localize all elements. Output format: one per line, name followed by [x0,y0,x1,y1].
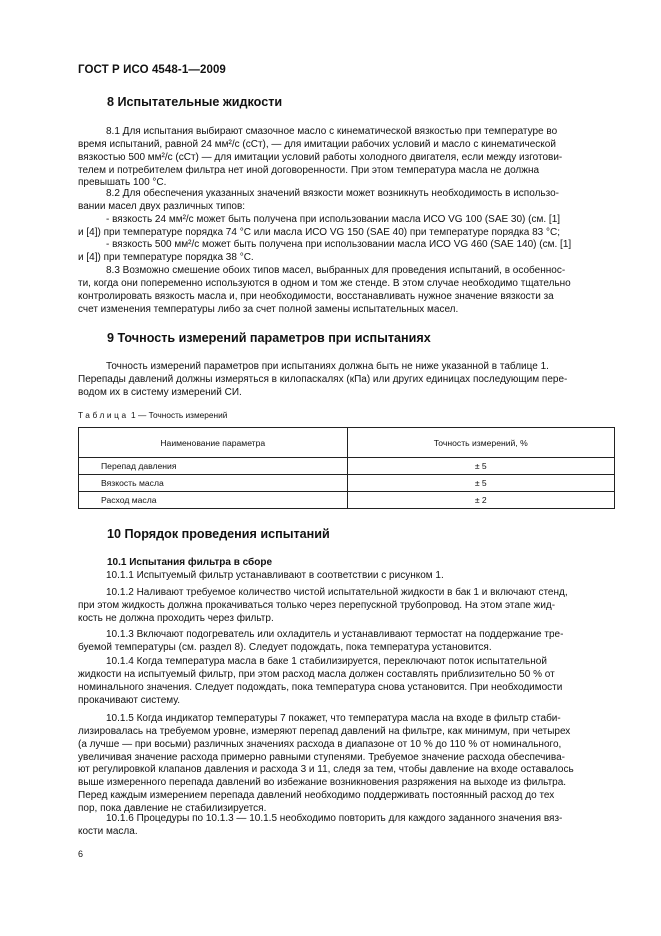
text-line: ют регулировкой клапанов давления и расхода 3 и 11, следя за тем, чтобы давление на входе оставалось [78,764,574,776]
text-line: 8.3 Возможно смешение обоих типов масел, выбранных для проведения испытаний, в особеннос- [106,265,566,276]
text-line: (а лучше — при восьми) различных значениях расхода в диапазоне от 10 % до 110 % от номинального, [78,738,562,750]
text-line: увеличивая значение расхода примерно равными ступенями. Требуемое значение расхода обеспечива- [78,751,565,763]
text-line: время испытаний, равной 24 мм²/с (сСт), — для имитации рабочих условий и масло с кинематической [78,138,556,150]
table-cell: ± 2 [347,492,614,509]
text-line: вании масел двух различных типов: [78,200,246,212]
text-line: счет изменения температуры либо за счет полной замены испытательных масел. [78,303,459,315]
text-line: телем и потребителем фильтра нет иной договоренности. При этом температура масла не должна [78,164,540,176]
text-line: номинального значения. Следует подождать, пока температура снова установится. При необходимости [78,681,563,693]
text-line: Точность измерений параметров при испытаниях должна быть не ниже указанной в таблице 1. [106,361,549,372]
table-cell: Вязкость масла [79,475,348,492]
table-caption-text: 1 — Точность измерений [131,410,228,420]
para-10-1-3 [78,629,614,655]
text-line: вязкостью 500 мм²/с (сСт) — для имитации условий работы холодного двигателя, если между изготови- [78,151,563,163]
para-8-2 [78,188,614,265]
text-line: 10.1.1 Испытуемый фильтр устанавливают в соответствии с рисунком 1. [106,570,444,581]
para-10-1-4 [78,656,614,707]
section-10-title: 10 Порядок проведения испытаний [107,527,330,541]
table-caption [78,410,227,420]
document-header: ГОСТ Р ИСО 4548-1—2009 [78,64,226,76]
text-line: 10.1.5 Когда индикатор температуры 7 покажет, что температура масла на входе в фильтр стаби- [106,713,561,724]
text-line: водом их в систему измерений СИ. [78,386,242,398]
text-line: - вязкость 500 мм²/с может быть получена при использовании масла ИСО VG 460 (SAE 140) (см. [1] [106,239,572,251]
text-line: ти, когда они попеременно используются в одном и том же стенде. В этом случае необходимо тщательно [78,277,571,289]
text-line: жидкости на испытуемый фильтр, при этом расход масла должен составлять приблизительно 50 % от [78,668,555,680]
table-row [79,475,615,492]
text-line: контролировать вязкость масла и, при необходимости, восстанавливать нужное значение вязкости за [78,290,554,302]
text-line: - вязкость 24 мм²/с может быть получена при использовании масла ИСО VG 100 (SAE 30) (см. [1] [106,213,561,225]
text-line: 8.2 Для обеспечения указанных значений вязкости может возникнуть необходимость в использо- [106,188,559,199]
para-8-1 [78,126,614,190]
text-line: буемой температуры (см. раздел 8). Следует подождать, пока температура установится. [78,641,492,653]
text-line: 10.1.4 Когда температура масла в баке 1 стабилизируется, переключают поток испытательной [106,656,547,667]
table-cell: ± 5 [347,458,614,475]
text-line: при этом жидкость должна прокачиваться только через перепускной трубопровод. На этом этапе жид- [78,599,556,611]
table-row [79,458,615,475]
text-line: 10.1.2 Наливают требуемое количество чистой испытательной жидкости в бак 1 и включают стенд, [106,587,568,598]
text-line: выше измеренного перепада давлений во избежание возникновения разряжения на выходе из фильтра. [78,777,567,789]
text-line: Перепады давлений должны измеряться в килопаскалях (кПа) или других единицах последующим пере- [78,373,568,385]
table-cell: ± 5 [347,475,614,492]
para-9 [78,361,614,400]
para-10-1-5 [78,713,614,816]
table-header-row [79,428,615,458]
accuracy-table [78,427,615,509]
text-line: и [4]) при температуре порядка 74 °С или масла ИСО VG 150 (SAE 40) при температуре порядка 83 °С; [78,226,561,238]
para-10-1-6 [78,813,614,839]
para-10-1-1 [78,570,614,583]
para-8-3 [78,265,614,316]
table-cell: Перепад давления [79,458,348,475]
table-caption-label: Таблица [78,410,129,420]
text-line: пор, пока давление не стабилизируется. [78,802,267,814]
text-line: кость не должна проходить через фильтр. [78,612,274,624]
table-row [79,492,615,509]
page-number: 6 [78,849,84,859]
text-line: Перед каждым измерением перепада давлений необходимо поддерживать постоянный расход до тех [78,790,555,802]
text-line: 10.1.3 Включают подогреватель или охладитель и устанавливают термостат на поддержание тре- [106,629,564,640]
section-8-title: 8 Испытательные жидкости [107,95,283,109]
subsection-10-1-title: 10.1 Испытания фильтра в сборе [107,557,273,568]
section-9-title: 9 Точность измерений параметров при испытаниях [107,331,431,345]
table-header-cell: Точность измерений, % [347,428,614,458]
para-10-1-2 [78,587,614,626]
text-line: и [4]) при температуре порядка 38 °С. [78,252,254,264]
table-header-cell: Наименование параметра [79,428,348,458]
text-line: лизировалась на требуемом уровне, измеряют перепад давлений на фильтре, как минимум, при четырех [78,725,571,737]
table-cell: Расход масла [79,492,348,509]
text-line: кости масла. [78,825,138,837]
text-line: 10.1.6 Процедуры по 10.1.3 — 10.1.5 необходимо повторить для каждого заданного значения вяз- [106,813,563,824]
text-line: превышать 100 °С. [78,177,167,189]
text-line: 8.1 Для испытания выбирают смазочное масло с кинематической вязкостью при температуре во [106,126,558,137]
text-line: прокачивают систему. [78,694,181,706]
